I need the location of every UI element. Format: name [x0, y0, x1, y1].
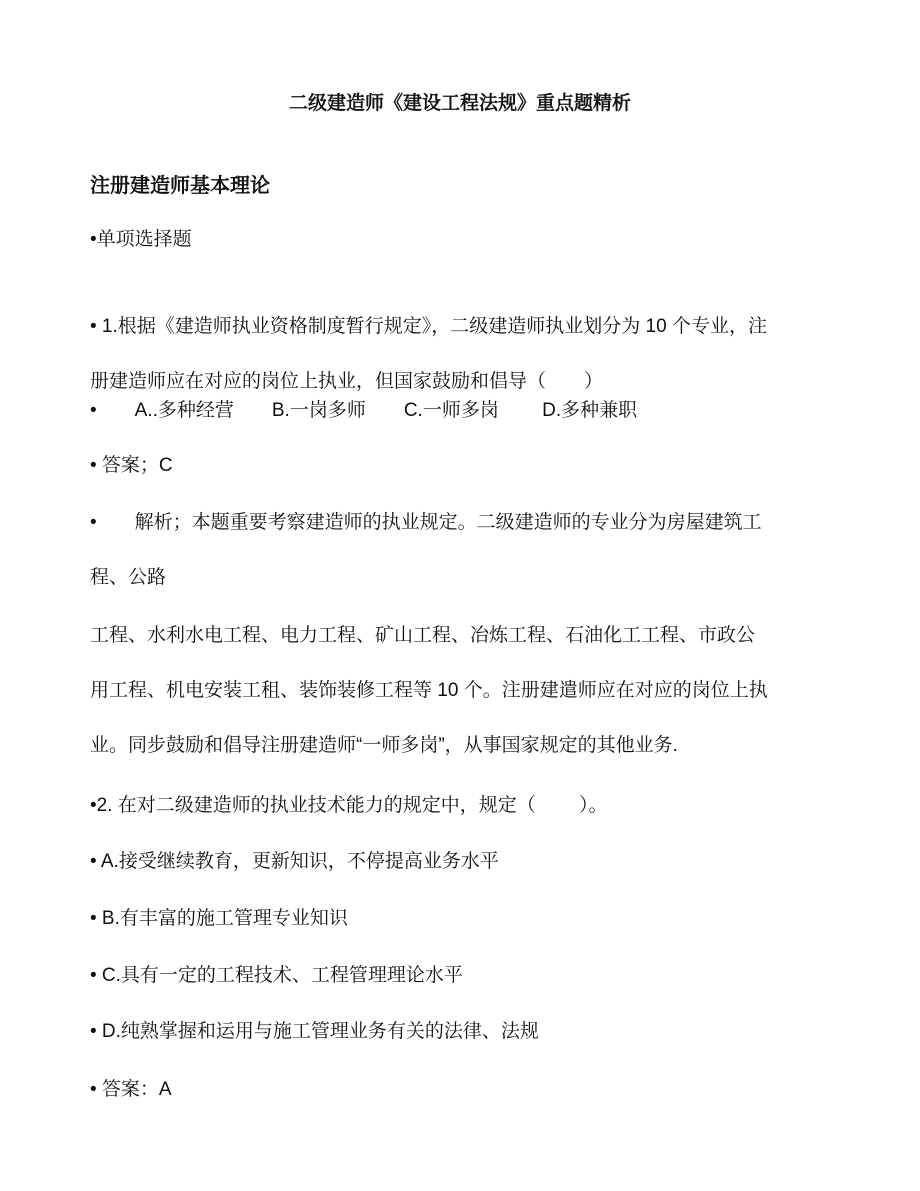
question-type-label: •单项选择题: [90, 229, 192, 250]
question-2-option-d: • D.纯熟掌握和运用与施工管理业务有关的法律、法规: [90, 1021, 539, 1042]
question-2-option-a: • A.接受继续教育，更新知识，不停提高业务水平: [90, 851, 499, 872]
question-1-answer: • 答案；C: [90, 455, 173, 476]
question-2-text: •2. 在对二级建造师的执业技术能力的规定中，规定（ ）。: [90, 795, 608, 816]
question-1-text: • 1.根据《建造师执业资格制度暂行规定》，二级建造师执业划分为 10 个专业，注: [90, 316, 767, 337]
section-heading: 注册建造师基本理论: [90, 175, 270, 197]
question-1-analysis-cont: 工程、水利水电工程、电力工程、矿山工程、冶炼工程、石油化工工程、市政公: [90, 625, 756, 646]
question-2-answer: • 答案：A: [90, 1079, 172, 1100]
question-2-option-c: • C.具有一定的工程技术、工程管理理论水平: [90, 965, 463, 986]
question-1-options: • A..多种经营 B.一岗多师 C.一师多岗 D.多种兼职: [90, 400, 638, 421]
question-1-analysis-cont: 程、公路: [90, 567, 167, 588]
question-2-option-b: • B.有丰富的施工管理专业知识: [90, 908, 348, 929]
question-1-analysis-cont: 用工程、机电安装工租、装饰装修工程等 10 个。注册建遣师应在对应的岗位上执: [90, 680, 768, 701]
question-1-analysis-cont: 业。同步鼓励和倡导注册建造师“一师多岗”，从事国家规定的其他业务.: [90, 735, 678, 756]
page-title: 二级建造师《建设工程法规》重点题精析: [288, 93, 631, 114]
question-1-text-cont: 册建造师应在对应的岗位上执业，但国家鼓励和倡导（ ）: [90, 371, 604, 392]
question-1-analysis: • 解析；本题重要考察建造师的执业规定。二级建造师的专业分为房屋建筑工: [90, 512, 762, 533]
